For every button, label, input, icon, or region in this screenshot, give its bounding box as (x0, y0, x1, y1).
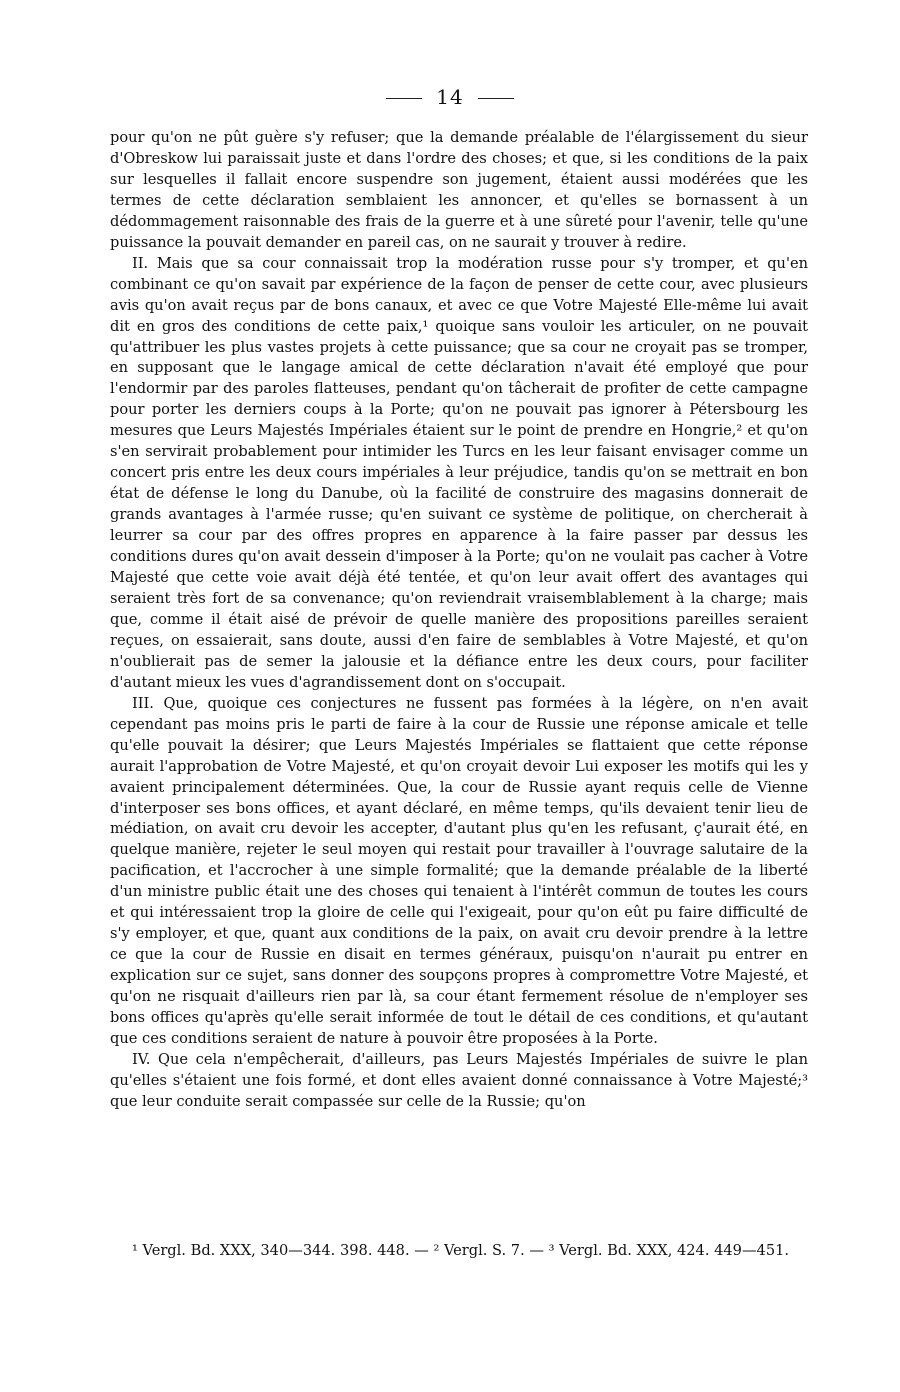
body-text (110, 128, 808, 1113)
footnotes (110, 1240, 808, 1262)
page-header (0, 84, 900, 110)
header-rule-left (386, 98, 422, 99)
footnote-text: ¹ Vergl. Bd. XXX, 340—344. 398. 448. — ² Vergl. S. 7. — ³ Vergl. Bd. XXX, 424. 449—451. (132, 1242, 790, 1259)
page-number: 14 (436, 85, 464, 109)
paragraph-continuation: pour qu'on ne pût guère s'y refuser; que la demande préalable de l'élargissement du sieur d'Obreskow lui paraissait juste et dans l'ordre des choses; et que, si les conditions de la paix sur lesquelles il fallait encore suspendre son jugement, étaient aussi modérées que les termes de cette déclaration semblaient les annoncer, et qu'elles se bornassent à un dédommagement raisonnable des frais de la guerre et à une sûreté pour l'avenir, telle qu'une puissance la pouvait demander en pareil cas, on ne saurait y trouver à redire. (110, 129, 808, 251)
paragraph-section-iv: IV. Que cela n'empêcherait, d'ailleurs, pas Leurs Majestés Impériales de suivre le plan qu'elles s'étaient une fois formé, et dont elles avaient donné connaissance à Votre Majesté;³ que leur conduite serait compassée sur celle de la Russie; qu'on (110, 1050, 808, 1110)
header-rule-right (478, 98, 514, 99)
paragraph-section-ii: II. Mais que sa cour connaissait trop la modération russe pour s'y tromper, et qu'en combinant ce qu'on savait par expérience de la façon de penser de cette cour, avec plusieurs avis qu'on avait reçus par de bons canaux, et avec ce que Votre Majesté Elle-même lui avait dit en gros des conditions de cette paix,¹ quoique sans vouloir les articuler, on ne pouvait qu'attribuer les plus vastes projets à cette puissance; que sa cour ne croyait pas se tromper, en supposant que le langage amical de cette déclaration n'avait été employé que pour l'endormir par des paroles flatteuses, pendant qu'on tâcherait de profiter de cette campagne pour porter les derniers coups à la Porte; qu'on ne pouvait pas ignorer à Pétersbourg les mesures que Leurs Majestés Impériales étaient sur le point de prendre en Hongrie,² et qu'on s'en servirait probablement pour intimider les Turcs en les leur faisant envisager comme un concert pris entre les deux cours impériales à leur préjudice, tandis qu'on se mettrait en bon état de défense le long du Danube, où la facilité de construire des magasins donnerait de grands avantages à l'armée russe; qu'en suivant ce système de politique, on chercherait à leurrer sa cour par des offres propres en apparence à la faire passer par dessus les conditions dures qu'on avait dessein d'imposer à la Porte; qu'on ne voulait pas cacher à Votre Majesté que cette voie avait déjà été tentée, et qu'on leur avait offert des avantages qui seraient très fort de sa convenance; qu'on reviendrait vraisemblablement à la charge; mais que, comme il était aisé de prévoir de quelle manière des propositions pareilles seraient reçues, on essaierait, sans doute, aussi d'en faire de semblables à Votre Majesté, et qu'on n'oublierait pas de semer la jalousie et la défiance entre les deux cours, pour faciliter d'autant mieux les vues d'agrandissement dont on s'occupait. (110, 254, 808, 691)
paragraph-section-iii: III. Que, quoique ces conjectures ne fussent pas formées à la légère, on n'en avait cependant pas moins pris le parti de faire à la cour de Russie une réponse amicale et telle qu'elle pouvait la désirer; que Leurs Majestés Impériales se flattaient que cette réponse aurait l'approbation de Votre Majesté, et qu'on croyait devoir Lui exposer les motifs qui les y avaient principalement déterminées. Que, la cour de Russie ayant requis celle de Vienne d'interposer ses bons offices, et ayant déclaré, en même temps, qu'ils devaient tenir lieu de médiation, on avait cru devoir les accepter, d'autant plus qu'en les refusant, ç'aurait été, en quelque manière, rejeter le seul moyen qui restait pour travailler à l'ouvrage salutaire de la pacification, et l'accrocher à une simple formalité; que la demande préalable de la liberté d'un ministre public était une des choses qui tenaient à l'intérêt commun de toutes les cours et qui intéressaient trop la gloire de celle qui l'exigeait, pour qu'on eût pu faire difficulté de s'y employer, et que, quant aux conditions de la paix, on avait cru devoir prendre à la lettre ce que la cour de Russie en disait en termes généraux, puisqu'on n'aurait pu entrer en explication sur ce sujet, sans donner des soupçons propres à compromettre Votre Majesté, et qu'on ne risquait d'ailleurs rien par là, sa cour étant fermement résolue de n'employer ses bons offices qu'après qu'elle serait informée de tout le détail de ces conditions, et qu'autant que ces conditions seraient de nature à pouvoir être proposées à la Porte. (110, 694, 808, 1047)
